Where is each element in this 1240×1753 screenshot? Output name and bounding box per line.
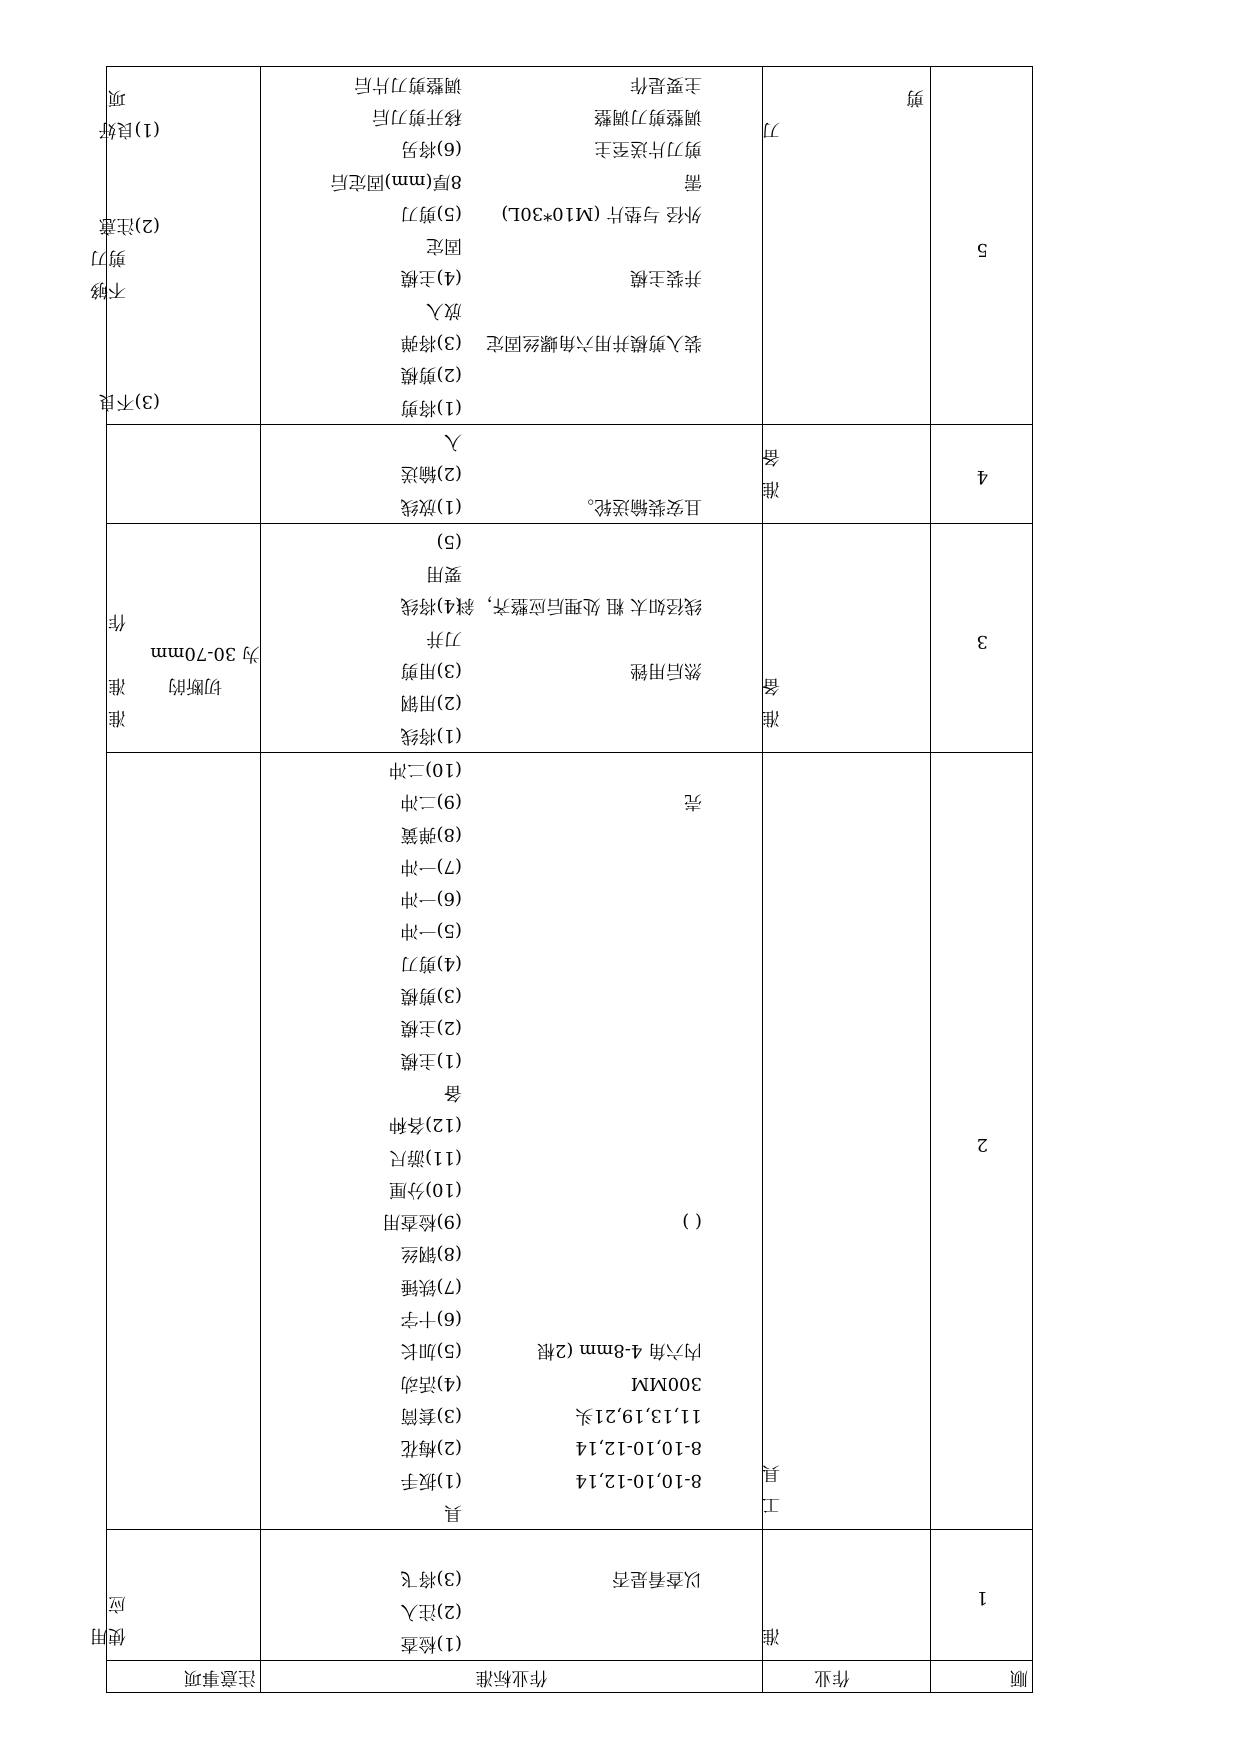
- row-3-standard: [261, 523, 763, 752]
- standard-line: [261, 1530, 762, 1562]
- standard-line: [261, 132, 762, 164]
- row-3-number: 3: [931, 523, 1033, 752]
- standard-line: [261, 1173, 762, 1205]
- standard-line: [261, 358, 762, 390]
- step-label: (2)主模: [400, 1017, 462, 1039]
- standard-line: [261, 326, 762, 358]
- step-label: 刀并: [426, 627, 462, 649]
- standard-line: [261, 1076, 762, 1108]
- step-detail: 且安装输送轮。: [576, 495, 702, 517]
- row-1: [107, 1529, 1033, 1660]
- step-label: (2)梅花: [400, 1437, 462, 1459]
- step-label: (2)注入: [400, 1600, 462, 1622]
- step-label: (5)加长: [400, 1340, 462, 1362]
- row-3: [107, 523, 1033, 752]
- standard-line: [261, 489, 762, 521]
- step-label: (1)检查: [400, 1633, 462, 1654]
- step-label: 调整剪刀片后: [354, 73, 462, 95]
- row-5-standard: [261, 67, 763, 424]
- standard-line: [261, 1627, 762, 1659]
- standard-line: [261, 557, 762, 589]
- row-4: [107, 424, 1033, 523]
- step-label: (6)十字: [400, 1308, 462, 1330]
- standard-line: [261, 1431, 762, 1463]
- table-header: [107, 1661, 1033, 1693]
- row-2-job: 工 具: [763, 752, 931, 1529]
- standard-line: [261, 1011, 762, 1043]
- row-1-number: 1: [931, 1529, 1033, 1660]
- work-standard-table: [90, 66, 1033, 1693]
- step-label: 放入: [426, 299, 462, 321]
- standard-line: [261, 850, 762, 882]
- standard-line: [261, 164, 762, 196]
- step-detail: 主要是作: [630, 73, 702, 95]
- step-label: 8厚(mm)固定后: [330, 170, 462, 192]
- row-4-notes: [107, 424, 261, 523]
- row-4-number: 4: [931, 424, 1033, 523]
- standard-line: [261, 390, 762, 422]
- standard-line: [261, 817, 762, 849]
- row-4-standard: [261, 424, 763, 523]
- standard-line: [261, 1594, 762, 1626]
- step-label: (7)铁锤: [400, 1275, 462, 1297]
- row-3-notes: 准 准 作 为 30-70mm 切断的: [107, 523, 261, 752]
- step-label: (8)钢丝: [400, 1243, 462, 1265]
- standard-line: [261, 457, 762, 489]
- standard-line: [261, 979, 762, 1011]
- header-standard: 作业标准: [261, 1661, 763, 1693]
- row-5: [107, 67, 1033, 424]
- standard-line: [261, 525, 762, 557]
- standard-line: [261, 753, 762, 785]
- step-label: (2)剪模: [400, 364, 462, 386]
- standard-line: [261, 229, 762, 261]
- step-label: (6)将另: [400, 138, 462, 160]
- row-1-notes: 使用 应: [107, 1529, 261, 1660]
- standard-line: [261, 1302, 762, 1334]
- standard-line: [261, 882, 762, 914]
- standard-line: [261, 1562, 762, 1594]
- standard-line: [261, 1366, 762, 1398]
- step-label: (1)放线: [400, 495, 462, 517]
- standard-line: [261, 1334, 762, 1366]
- step-label: (3)套筒: [400, 1404, 462, 1426]
- standard-line: [261, 1108, 762, 1140]
- step-detail: 需: [684, 170, 702, 192]
- step-detail: 11,13,19,21头: [575, 1404, 702, 1426]
- step-label: (7)一冲: [400, 855, 462, 877]
- step-label: (1)扳手: [400, 1469, 462, 1491]
- step-label: (11)游尺: [389, 1146, 462, 1168]
- standard-line: [261, 785, 762, 817]
- row-1-standard: [261, 1529, 763, 1660]
- standard-line: [261, 686, 762, 718]
- step-detail: 壳: [684, 791, 702, 813]
- step-label: (9)检查用: [382, 1211, 462, 1233]
- step-label: (3)剪模: [400, 985, 462, 1007]
- row-2-standard: [261, 752, 763, 1529]
- step-label: (5): [436, 530, 462, 552]
- step-label: (12)各种: [389, 1114, 462, 1136]
- step-label: (10)分厘: [389, 1178, 462, 1200]
- step-label: 具: [444, 1501, 462, 1523]
- step-label: (6)一冲: [400, 888, 462, 910]
- header-notes: 注意事项: [107, 1661, 261, 1693]
- header-job: 作业: [763, 1661, 931, 1693]
- step-detail: 然后用锉: [630, 660, 702, 682]
- step-label: (1)将剪: [400, 396, 462, 418]
- row-3-job: 准 备: [763, 523, 931, 752]
- standard-line: [261, 622, 762, 654]
- step-label: (3)用剪: [400, 660, 462, 682]
- standard-line: [261, 718, 762, 750]
- step-detail: 并装主模: [630, 267, 702, 289]
- step-label: (10)二冲: [389, 758, 462, 780]
- row-1-job: 准: [763, 1529, 931, 1660]
- step-label: 移开剪刀后: [372, 106, 462, 128]
- row-5-notes: (1)良好 (2)注意 剪刀 不够 (3)不良 项: [107, 67, 261, 424]
- standard-line: [261, 1237, 762, 1269]
- step-detail: 内六角 4-8mm (2根: [536, 1340, 702, 1362]
- step-label: (4)将线: [400, 595, 462, 617]
- step-label: (8)弹簧: [400, 823, 462, 845]
- step-detail: 线径如太 粗 处理后应整齐，斜: [456, 595, 702, 617]
- step-label: (2)用钢: [400, 692, 462, 714]
- standard-line: [261, 1269, 762, 1301]
- row-5-number: 5: [931, 67, 1033, 424]
- standard-line: [261, 261, 762, 293]
- row-2-number: 2: [931, 752, 1033, 1529]
- step-detail: ( ): [682, 1211, 702, 1233]
- step-label: (4)主模: [400, 267, 462, 289]
- row-2: [107, 752, 1033, 1529]
- standard-line: [261, 654, 762, 686]
- standard-line: [261, 1399, 762, 1431]
- standard-line: [261, 589, 762, 621]
- standard-line: [261, 1463, 762, 1495]
- standard-line: [261, 67, 762, 99]
- header-seq: 顺: [931, 1661, 1033, 1693]
- standard-line: [261, 197, 762, 229]
- step-detail: 以查看是否: [612, 1568, 702, 1590]
- standard-line: [261, 1205, 762, 1237]
- step-label: (2)输送: [400, 463, 462, 485]
- step-detail: 300MM: [630, 1372, 702, 1394]
- step-label: (5)一冲: [400, 920, 462, 942]
- standard-line: [261, 100, 762, 132]
- step-detail: 外径 与垫片 (M10*30L): [501, 202, 702, 224]
- step-detail: 剪刀片送至主: [594, 138, 702, 160]
- step-label: (4)剪刀: [400, 952, 462, 974]
- step-label: (3)将飞: [400, 1568, 462, 1590]
- standard-line: [261, 294, 762, 326]
- step-label: 固定: [426, 235, 462, 257]
- row-5-job: 剪 刀: [763, 67, 931, 424]
- step-detail: 调整剪刀调整: [594, 106, 702, 128]
- step-label: (9)二冲: [400, 791, 462, 813]
- standard-line: [261, 1496, 762, 1528]
- step-label: (3)将弹: [400, 332, 462, 354]
- step-label: 备: [444, 1081, 462, 1103]
- step-label: (1)主模: [400, 1049, 462, 1071]
- step-label: 要用: [426, 563, 462, 585]
- step-detail: 8-10,10-12,14: [575, 1469, 702, 1491]
- step-label: (1)将线: [400, 724, 462, 746]
- step-detail: 8-10,10-12,14: [575, 1437, 702, 1459]
- standard-line: [261, 1043, 762, 1075]
- step-label: 入: [444, 431, 462, 453]
- row-2-notes: [107, 752, 261, 1529]
- standard-line: [261, 1140, 762, 1172]
- step-label: (5)剪刀: [400, 202, 462, 224]
- standard-line: [261, 425, 762, 457]
- standard-line: [261, 914, 762, 946]
- row-4-job: 准 备: [763, 424, 931, 523]
- standard-line: [261, 946, 762, 978]
- step-label: (4)活动: [400, 1372, 462, 1394]
- step-detail: 装入剪模并用六角螺丝固定: [486, 332, 702, 354]
